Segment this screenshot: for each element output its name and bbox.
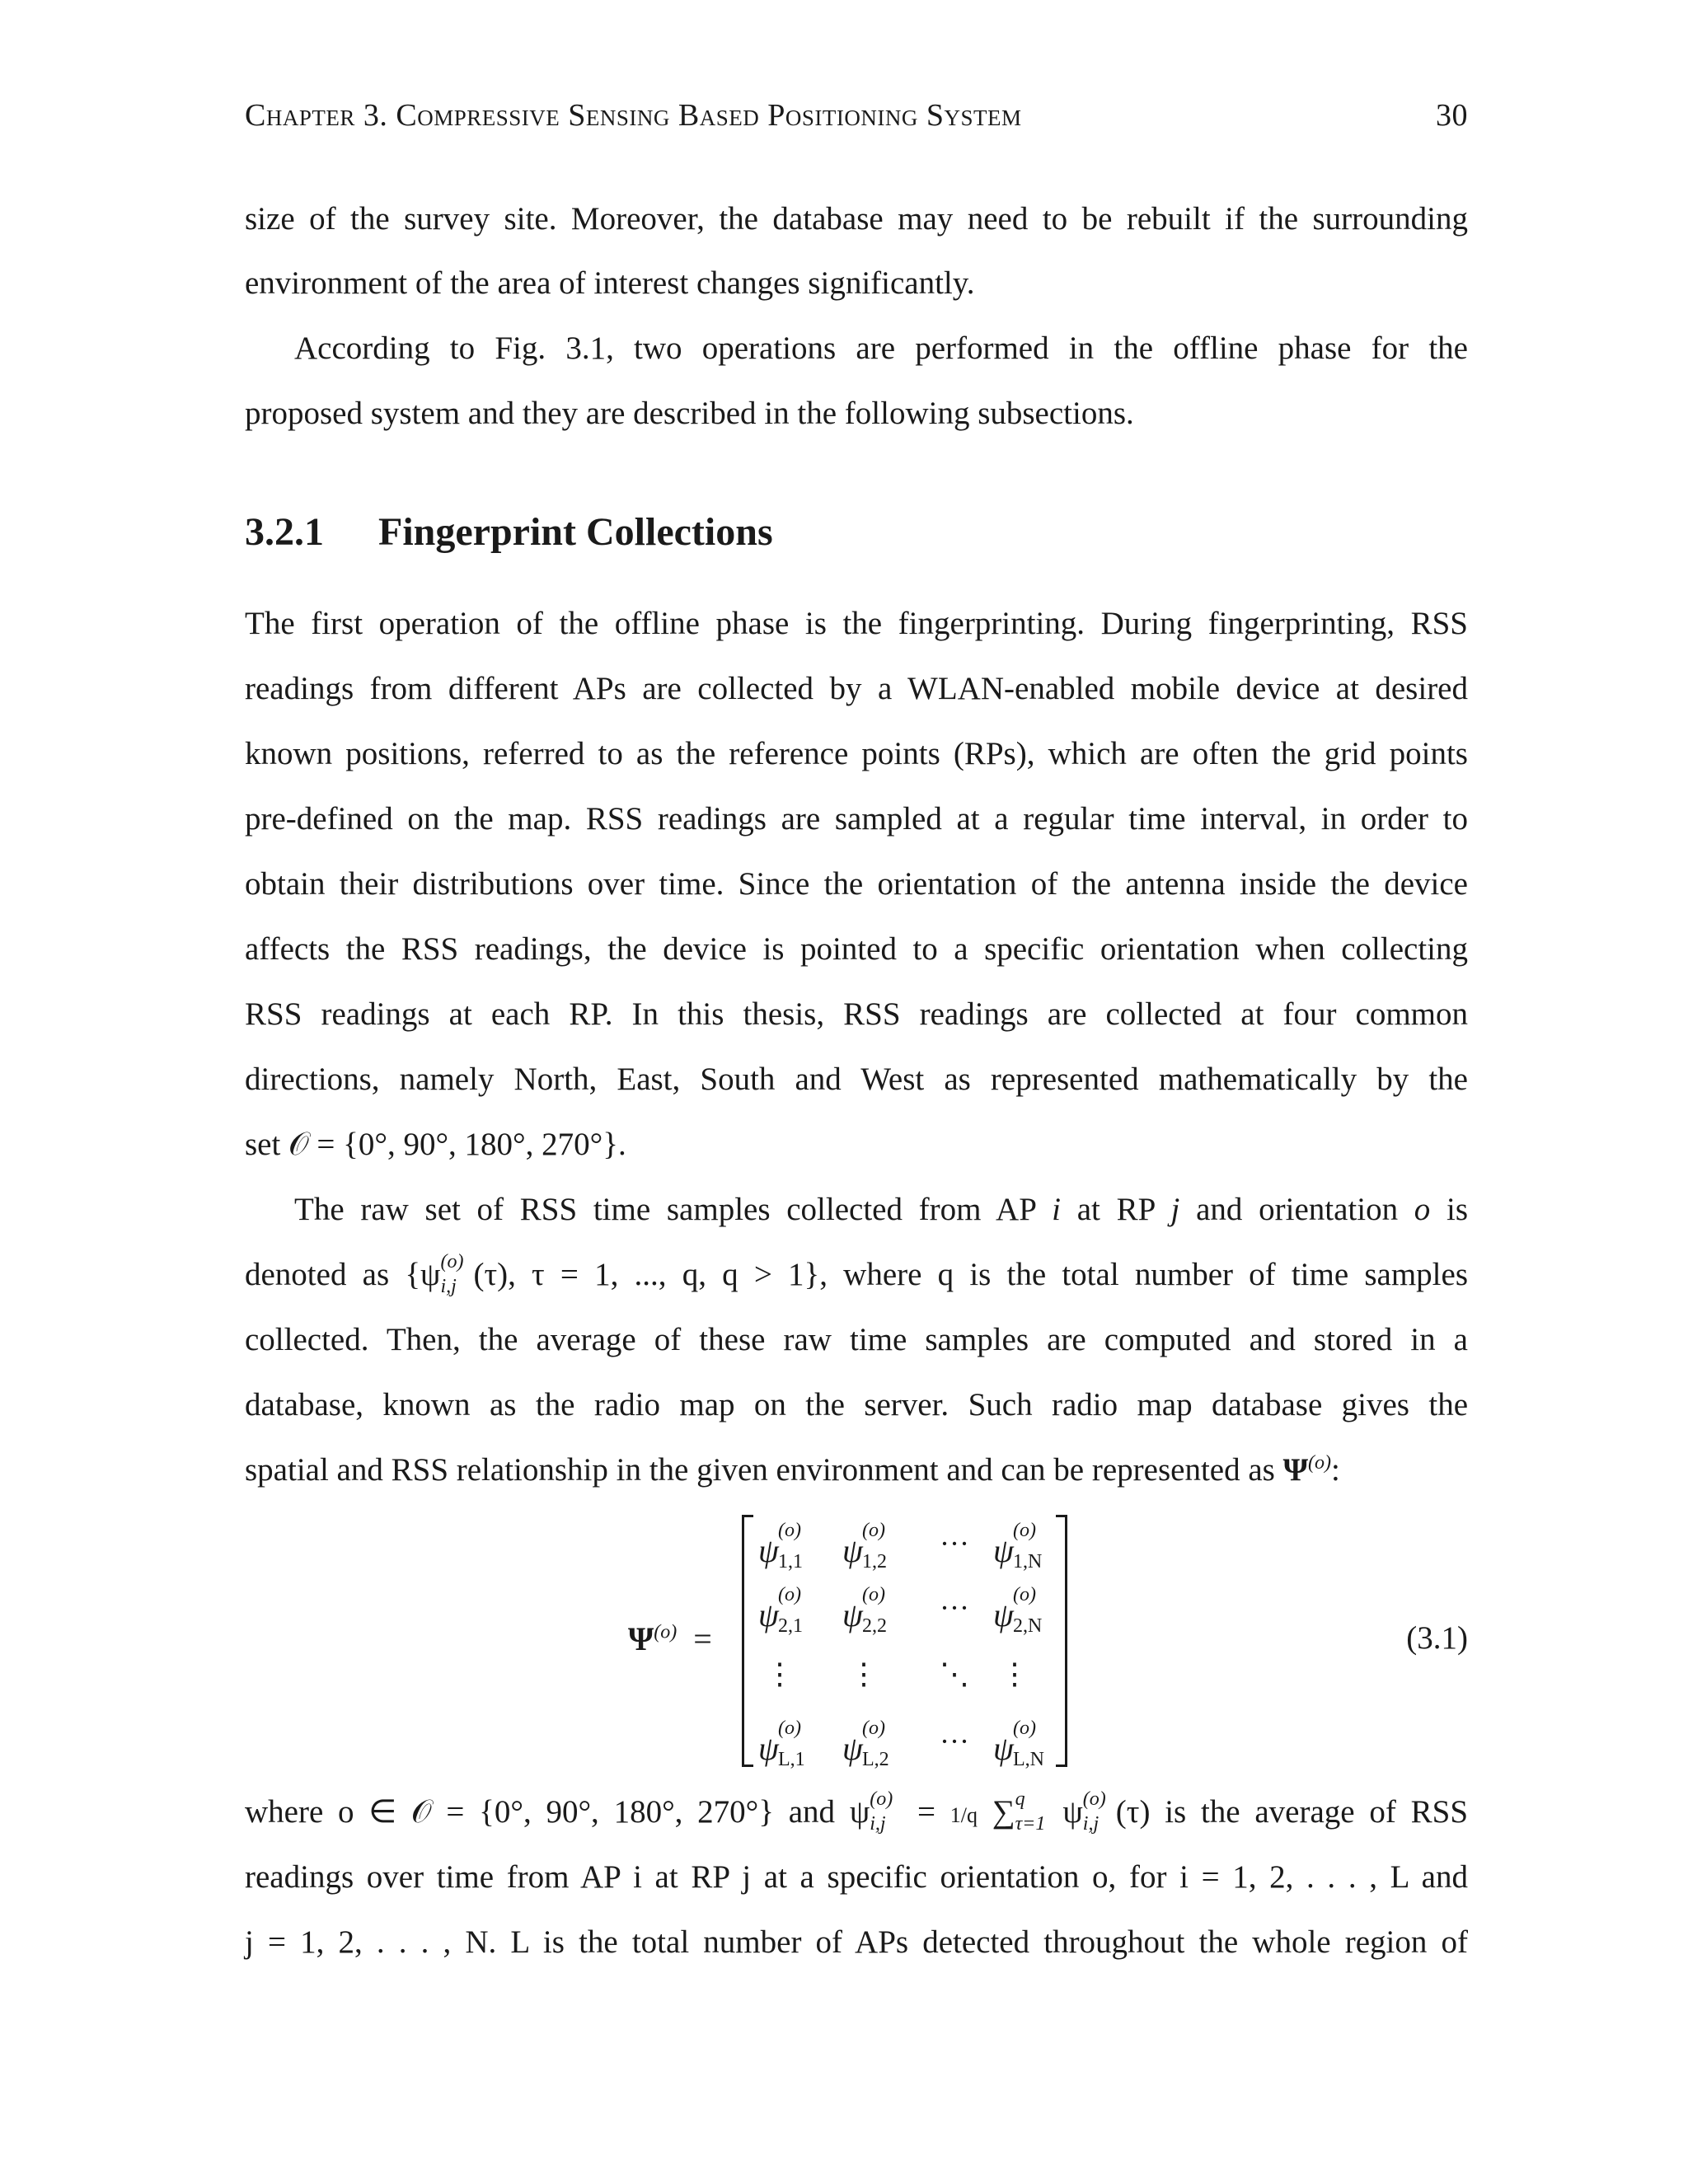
math-symbol: Ψ [628, 1620, 654, 1657]
text-run: The raw set of RSS time samples collected from AP [294, 1192, 1053, 1227]
math-supsub [1015, 1788, 1048, 1839]
text-run: : [1330, 1452, 1340, 1488]
math-var: j [1170, 1192, 1180, 1227]
math-sup: (o) [1082, 1788, 1106, 1811]
text-run: (τ), τ = 1, ..., q, q > 1}, where q is the total number of time samples [473, 1257, 1468, 1292]
text-run: spatial and RSS relationship in the given environment and can be represented as [245, 1452, 1283, 1488]
text-run: denoted as {ψ [245, 1257, 441, 1292]
equation-number: (3.1) [1406, 1620, 1468, 1656]
math-sup: q [1015, 1788, 1025, 1811]
text-run: (τ) is the average of RSS [1115, 1794, 1469, 1830]
matrix [742, 1515, 1067, 1770]
matrix-entry: ψ (o) 1,1 [758, 1520, 803, 1572]
matrix-entry: ψ (o) 2,2 [842, 1584, 887, 1637]
math-supsub [440, 1251, 473, 1301]
text-run: is [1430, 1192, 1469, 1227]
paragraph-3-line: known positions, referred to as the reference points (RPs), which are often the grid points [245, 736, 1468, 771]
paragraph-3-line: readings from different APs are collected by a WLAN-enabled mobile device at desired [245, 671, 1468, 706]
math-sup: (o) [870, 1788, 893, 1811]
paragraph-1-line: size of the survey site. Moreover, the database may need to be rebuilt if the surrounding [245, 201, 1468, 237]
paragraph-2-line: proposed system and they are described in the following subsections. [245, 396, 1134, 431]
paragraph-4-line: database, known as the radio map on the server. Such radio map database gives the [245, 1387, 1468, 1422]
sum-symbol: ∑ [978, 1794, 1015, 1830]
section-heading [245, 509, 773, 567]
section-number: 3.2.1 [245, 510, 324, 554]
matrix-ellipsis: ··· [940, 1591, 969, 1624]
matrix-left-bracket [742, 1515, 753, 1767]
text-run: = [903, 1794, 950, 1830]
equation-lhs [628, 1619, 712, 1658]
matrix-entry: ψ (o) L,N [993, 1718, 1044, 1770]
chapter-title: Chapter 3. Compressive Sensing Based Positioning System [245, 98, 1022, 133]
paragraph-4-line: collected. Then, the average of these raw time samples are computed and stored in a [245, 1322, 1468, 1357]
math-var: i [1052, 1192, 1062, 1227]
matrix-entry: ψ (o) 2,1 [758, 1584, 803, 1637]
section-title: Fingerprint Collections [378, 510, 773, 554]
paragraph-3-line: pre-defined on the map. RSS readings are sampled at a regular time interval, in order to [245, 801, 1468, 837]
paragraph-5-line: readings over time from AP i at RP j at a specific orientation o, for i = 1, 2, . . . , L and [245, 1859, 1468, 1895]
matrix-entry: ψ (o) 2,N [993, 1584, 1043, 1637]
matrix-entry: ψ (o) 1,2 [842, 1520, 887, 1572]
paragraph-1-line: environment of the area of interest changes significantly. [245, 265, 975, 301]
matrix-entry: ψ (o) 1,N [993, 1520, 1043, 1572]
paragraph-4-line [245, 1250, 1468, 1300]
text-run: and orientation [1179, 1192, 1414, 1227]
matrix-ellipsis: ··· [940, 1725, 969, 1758]
running-head [245, 97, 1468, 147]
paragraph-3-line: RSS readings at each RP. In this thesis, RSS readings are collected at four common [245, 996, 1468, 1032]
math-sub: τ=1 [1015, 1813, 1046, 1835]
paragraph-5-line [245, 1788, 1468, 1837]
matrix-ellipsis: ··· [940, 1527, 969, 1560]
paragraph-4-line [294, 1185, 1468, 1235]
matrix-ellipsis: ⋮ [1000, 1657, 1029, 1690]
matrix-entry: ψ (o) L,2 [842, 1718, 889, 1770]
paragraph-4-line [245, 1446, 1468, 1495]
math-symbol: Ψ [1282, 1452, 1308, 1488]
matrix-entry: ψ (o) L,1 [758, 1718, 805, 1770]
paragraph-3-line: set 𝒪 = {0°, 90°, 180°, 270°}. [245, 1127, 626, 1162]
paragraph-3-line: obtain their distributions over time. Since the orientation of the antenna inside the device [245, 866, 1468, 902]
text-run: where o ∈ 𝒪 = {0°, 90°, 180°, 270°} and ψ [245, 1794, 870, 1830]
math-var: o [1414, 1192, 1431, 1227]
math-fraction: 1/q [950, 1803, 978, 1827]
matrix-ellipsis: ⋮ [765, 1657, 795, 1690]
math-sup: (o) [1308, 1452, 1331, 1474]
page-number: 30 [1436, 98, 1468, 133]
paragraph-3-line: affects the RSS readings, the device is pointed to a specific orientation when collecting [245, 931, 1468, 967]
math-sup: (o) [654, 1621, 678, 1643]
paragraph-3-line: The first operation of the offline phase is the fingerprinting. During fingerprinting, RSS [245, 606, 1468, 641]
math-sub: i,j [440, 1276, 457, 1298]
matrix-right-bracket [1056, 1515, 1067, 1767]
math-sub: i,j [1082, 1813, 1100, 1835]
math-supsub [1082, 1788, 1116, 1839]
math-sup: (o) [440, 1251, 464, 1273]
matrix-ellipsis: ⋮ [849, 1657, 879, 1690]
paragraph-5-line: j = 1, 2, . . . , N. L is the total number of APs detected throughout the whole region of [245, 1924, 1468, 1960]
text-run: at RP [1061, 1192, 1171, 1227]
paragraph-2-line: According to Fig. 3.1, two operations are performed in the offline phase for the [294, 330, 1468, 366]
text-run: ψ [1048, 1794, 1083, 1830]
equals-sign: = [693, 1620, 712, 1657]
math-supsub [870, 1788, 903, 1839]
matrix-ellipsis: ⋱ [940, 1657, 969, 1690]
paragraph-3-line: directions, namely North, East, South and West as represented mathematically by the [245, 1062, 1468, 1097]
math-sub: i,j [870, 1813, 886, 1835]
